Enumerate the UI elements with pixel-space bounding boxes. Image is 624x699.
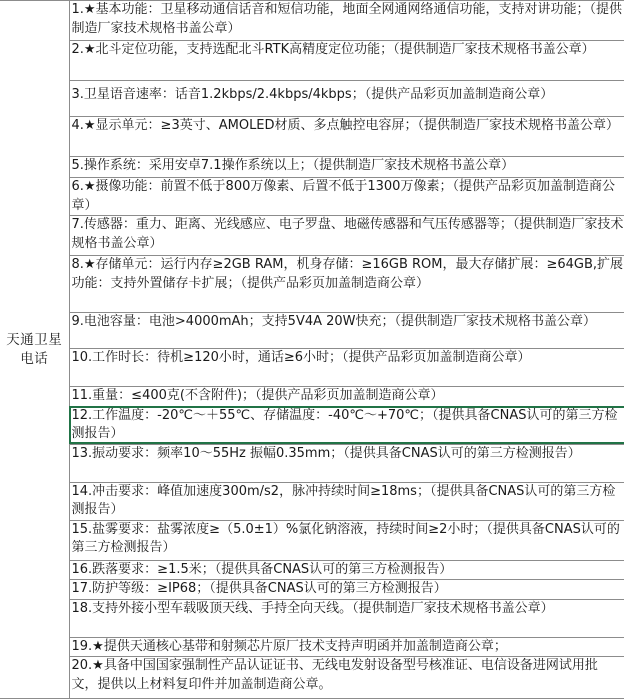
table-row	[0, 1, 624, 41]
spec-cell-20[interactable]	[69, 657, 624, 699]
spec-text: 15.盐雾要求：盐雾浓度≥（5.0±1）%氯化钠溶液，持续时间≥2小时；（提供具备CNAS认可的第三方检测报告）	[71, 521, 620, 555]
table-row	[0, 637, 624, 657]
spec-cell-14[interactable]	[69, 482, 624, 520]
category-label: 天通卫星电话	[6, 331, 63, 367]
spec-text: 4.★显示单元：≥3英寸、AMOLED材质、多点触控电容屏；（提供制造厂家技术规格书盖公章）	[71, 118, 620, 133]
table-row	[0, 444, 624, 482]
table-row	[0, 41, 624, 81]
spec-cell-12[interactable]	[69, 406, 624, 444]
spec-cell-1[interactable]	[69, 1, 624, 41]
table-row	[0, 657, 624, 699]
table-row	[0, 81, 624, 117]
table-row	[0, 560, 624, 580]
table-row	[0, 349, 624, 387]
spec-cell-3[interactable]	[69, 81, 624, 117]
spec-cell-6[interactable]	[69, 178, 624, 216]
table-row	[0, 387, 624, 407]
spec-text: 14.冲击要求：峰值加速度300m/s2，脉冲持续时间≥18ms；（提供具备CNAS认可的第三方检测报告）	[71, 483, 616, 517]
spec-text: 8.★存储单元：运行内存≥2GB RAM，机身存储：≥16GB ROM，最大存储扩展：≥64GB,扩展功能：支持外置储存卡扩展；（提供产品彩页加盖制造商公章）	[71, 257, 624, 291]
table-row	[0, 157, 624, 178]
spec-cell-5[interactable]	[69, 157, 624, 178]
spec-cell-7[interactable]	[69, 216, 624, 256]
spec-text: 5.操作系统：采用安卓7.1操作系统以上；（提供制造厂家技术规格书盖公章）	[71, 158, 515, 173]
table-row	[0, 178, 624, 216]
spec-text: 17.防护等级：≥IP68；（提供具备CNAS认可的第三方检测报告）	[71, 581, 447, 596]
spec-cell-10[interactable]	[69, 349, 624, 387]
spec-text: 6.★摄像功能：前置不低于800万像素、后置不低于1300万像素；（提供产品彩页加盖制造商公章）	[71, 179, 615, 213]
spec-text: 12.工作温度：-20℃～＋55℃、存储温度：-40℃～+70℃；（提供具备CNAS认可的第三方检测报告）	[71, 407, 618, 441]
table-row	[0, 256, 624, 313]
table-row-selected	[0, 406, 624, 444]
spec-text: 16.跌落要求：≥1.5米；（提供具备CNAS认可的第三方检测报告）	[71, 561, 453, 577]
spec-text: 18.支持外接小型车载吸顶天线、手持全向天线。（提供制造厂家技术规格书盖公章）	[71, 600, 554, 616]
spec-text: 2.★北斗定位功能，支持选配北斗RTK高精度定位功能；（提供制造厂家技术规格书盖公章）	[71, 42, 595, 57]
table-row	[0, 313, 624, 349]
spec-text: 20.★具备中国国家强制性产品认证证书、无线电发射设备型号核准证、电信设备进网试用批文，提供以上材料复印件并加盖制造商公章。	[71, 658, 598, 692]
table-row	[0, 599, 624, 637]
table-row	[0, 117, 624, 157]
spec-text: 11.重量：≤400克(不含附件)；（提供产品彩页加盖制造商公章）	[71, 388, 444, 403]
spec-cell-4[interactable]	[69, 117, 624, 157]
spec-text: 9.电池容量：电池>4000mAh；支持5V4A 20W快充；（提供制造厂家技术规格书盖公章）	[71, 314, 597, 329]
table-row	[0, 520, 624, 560]
spec-text: 7.传感器：重力、距离、光线感应、电子罗盘、地磁传感器和气压传感器等；（提供制造厂家技术规格书盖公章）	[71, 217, 624, 251]
spec-cell-2[interactable]	[69, 41, 624, 81]
spec-text: 13.振动要求：频率10～55Hz 振幅0.35mm；（提供具备CNAS认可的第三方检测报告）	[71, 445, 581, 461]
spec-text: 10.工作时长：待机≥120小时，通话≥6小时；（提供产品彩页加盖制造商公章）	[71, 350, 531, 365]
spec-cell-16[interactable]	[69, 560, 624, 580]
spec-cell-11[interactable]	[69, 387, 624, 407]
category-cell[interactable]	[0, 1, 69, 699]
spec-cell-17[interactable]	[69, 580, 624, 600]
spec-text: 1.★基本功能：卫星移动通信话音和短信功能，地面全网通网络通信功能，支持对讲功能；（提供制造厂家技术规格书盖公章）	[71, 2, 623, 36]
table-row	[0, 482, 624, 520]
spec-cell-13[interactable]	[69, 444, 624, 482]
spec-cell-18[interactable]	[69, 599, 624, 637]
spec-cell-15[interactable]	[69, 520, 624, 560]
spec-cell-19[interactable]	[69, 637, 624, 657]
table-row	[0, 580, 624, 600]
spec-text: 19.★提供天通核心基带和射频芯片原厂技术支持声明函并加盖制造商公章；	[71, 638, 507, 654]
table-row	[0, 216, 624, 256]
spec-text: 3.卫星语音速率：话音1.2kbps/2.4kbps/4kbps；（提供产品彩页加盖制造商公章）	[71, 87, 554, 102]
spec-cell-9[interactable]	[69, 313, 624, 349]
spec-cell-8[interactable]	[69, 256, 624, 313]
